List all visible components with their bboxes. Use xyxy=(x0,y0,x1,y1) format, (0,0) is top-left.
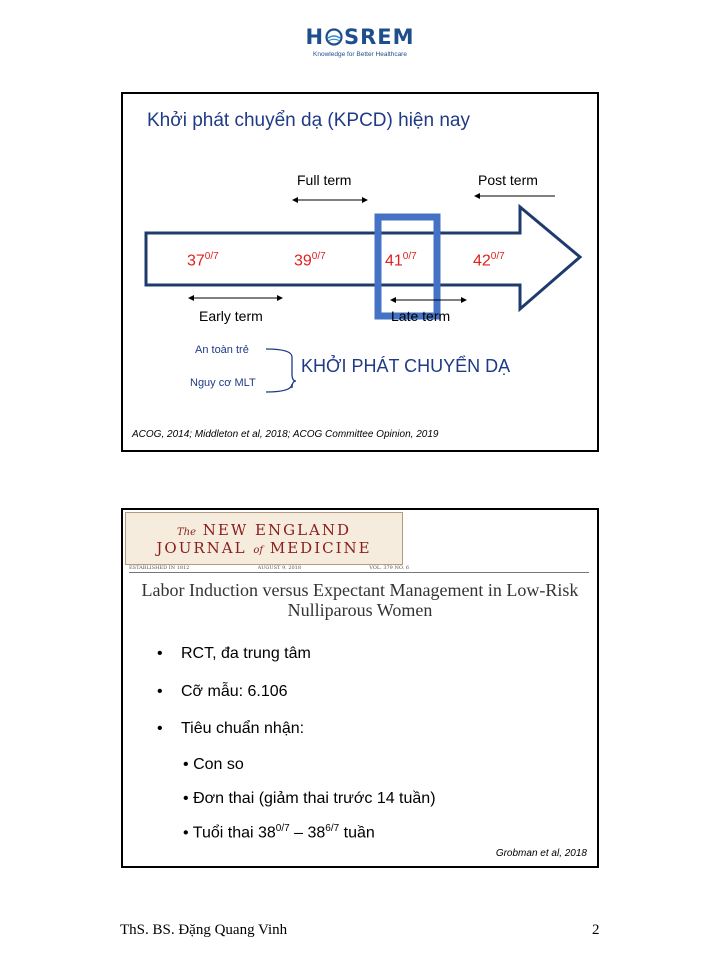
full-term-label: Full term xyxy=(297,172,352,188)
masthead-divider xyxy=(129,572,589,573)
sub-bullet-gestational-age: • Tuổi thai $38^{0/7} - 38^{6/7}$ tuần xyxy=(183,823,375,842)
logo-wordmark xyxy=(300,24,420,50)
week-37-label: $37^{0/7}$ xyxy=(187,251,219,270)
nejm-line2: JOURNAL of MEDICINE xyxy=(156,539,372,557)
slide2-citation: Grobman et al, 2018 xyxy=(495,848,587,859)
logo-tagline: Knowledge for Better Healthcare xyxy=(313,51,407,58)
article-title: Labor Induction versus Expectant Management in Low-Risk Nulliparous Women xyxy=(141,580,579,620)
bullet-inclusion-criteria: • Tiêu chuẩn nhận: xyxy=(157,720,305,737)
week-42-label: $42^{0/7}$ xyxy=(473,251,505,270)
safe-baby-label: An toàn trẻ xyxy=(195,344,249,356)
sub-bullet-singleton: • Đơn thai (giảm thai trước 14 tuần) xyxy=(183,790,436,807)
cesarean-risk-label: Nguy cơ MLT xyxy=(190,377,256,389)
slide1-citation: ACOG, 2014; Middleton et al, 2018; ACOG Committee Opinion, 2019 xyxy=(132,429,439,440)
induction-label: KHỞI PHÁT CHUYỂN DẠ xyxy=(301,356,511,376)
footer-author: ThS. BS. Đặng Quang Vinh xyxy=(120,922,288,938)
page-number: 2 xyxy=(592,922,600,938)
slide-title: Khởi phát chuyển dạ (KPCD) hiện nay xyxy=(147,110,470,131)
globe-icon xyxy=(325,28,343,46)
nejm-line1: The NEW ENGLAND xyxy=(176,521,352,539)
slide-labor-induction-timeline xyxy=(121,92,599,452)
early-term-label: Early term xyxy=(199,308,263,324)
bullet-design: • RCT, đa trung tâm xyxy=(157,645,311,662)
bullet-sample-size: • Cỡ mẫu: 6.106 xyxy=(157,683,288,700)
logo-text-srem: SREM xyxy=(344,25,415,49)
late-term-label: Late term xyxy=(391,308,451,324)
week-41-label: $41^{0/7}$ xyxy=(385,251,417,270)
post-term-label: Post term xyxy=(478,172,538,188)
nejm-issue-info: ESTABLISHED IN 1812 AUGUST 9, 2018 VOL. 379 NO. 6 xyxy=(129,565,409,571)
logo-text-h: H xyxy=(305,25,325,49)
timeline-graphic xyxy=(123,94,597,450)
sub-bullet-nulliparous: • Con so xyxy=(183,756,244,773)
week-39-label: $39^{0/7}$ xyxy=(294,251,326,270)
hosrem-logo xyxy=(300,24,420,64)
nejm-masthead xyxy=(125,512,403,565)
brace-bracket xyxy=(266,349,296,392)
slide-nejm-study xyxy=(121,508,599,868)
